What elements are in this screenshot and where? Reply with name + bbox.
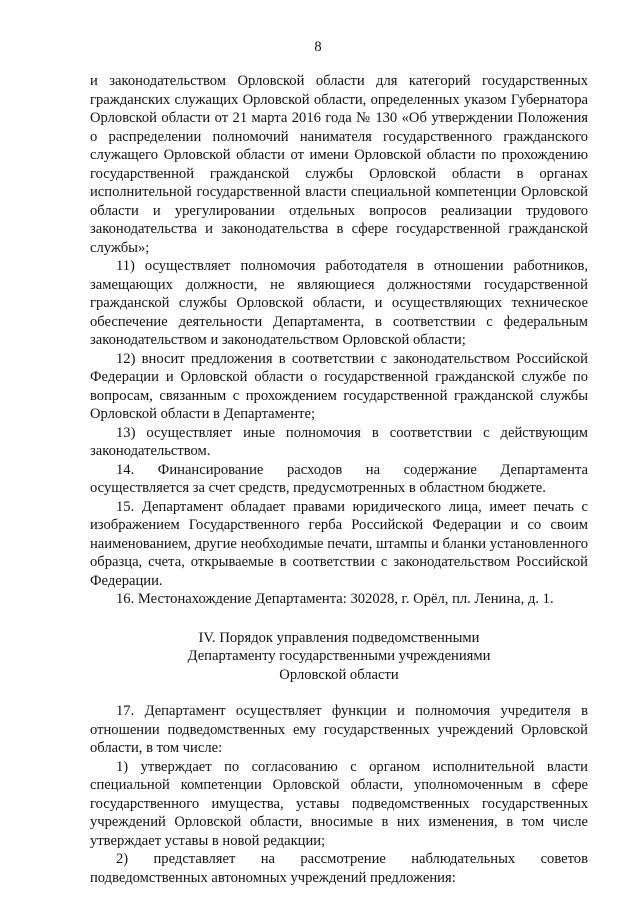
paragraph-15: 15. Департамент обладает правами юридического лица, имеет печать с изображением Государственного герба Российской Федерации и со своим наименованием, другие необходимые печати, штампы и бланки установленного образца, счета, открываемые в соответствии с законодательством Российской Федерации. xyxy=(90,498,588,589)
paragraph-item-13: 13) осуществляет иные полномочия в соответствии с действующим законодательством. xyxy=(90,424,588,459)
paragraph-item-11: 11) осуществляет полномочия работодателя в отношении работников, замещающих должности, не являющиеся должностями государственной гражданской службы Орловской области, и осуществляющих техническое обеспечение деятельности Департамента, в соответствии с федеральным законодательством и законодательством Орловской области; xyxy=(90,258,588,348)
paragraph-item-12: 12) вносит предложения в соответствии с законодательством Российской Федерации и Орловской области о государственной гражданской службе по вопросам, связанным с прохождением государственной гражданской службы Орловской области в Департаменте; xyxy=(90,350,588,422)
section-heading-line-3: Орловской области xyxy=(279,666,399,683)
paragraph-continuation: и законодательством Орловской области для категорий государственных гражданских служащих Орловской области, определенных указом Губернатора Орловской области от 21 марта 2016 года № 130 «Об утверждении Положения о распределении полномочий нанимателя государственного гражданского служащего Орловской области от имени Орловской области по прохождению государственной гражданской службы Орловской области в органах исполнительной государственной власти специальной компетенции Орловской области и урегулировании отдельных вопросов реализации трудового законодательства и законодательства в сфере государственной гражданской службы»; xyxy=(90,73,588,256)
paragraph-16: 16. Местонахождение Департамента: 302028, г. Орёл, пл. Ленина, д. 1. xyxy=(116,591,554,607)
paragraph-17-item-1: 1) утверждает по согласованию с органом исполнительной власти специальной компетенции Орловской области, уполномоченным в сфере государственного имущества, уставы подведомственных государственных учреждений Орловской области, вносимые в них изменения, в том числе утверждает уставы в новой редакции; xyxy=(90,758,588,849)
section-heading-line-1: IV. Порядок управления подведомственными xyxy=(198,629,480,646)
paragraph-14: 14. Финансирование расходов на содержание Департамента осуществляется за счет средств, предусмотренных в областном бюджете. xyxy=(90,461,588,496)
section-heading-line-2: Департаменту государственными учреждениями xyxy=(187,648,491,664)
document-body xyxy=(90,72,588,887)
paragraph-17-item-2: 2) представляет на рассмотрение наблюдательных советов подведомственных автономных учреждений предложения: xyxy=(90,851,588,886)
section-heading xyxy=(90,629,588,685)
paragraph-17: 17. Департамент осуществляет функции и полномочия учредителя в отношении подведомственных ему государственных учреждений Орловской области, в том числе: xyxy=(90,703,588,756)
page-number: 8 xyxy=(314,39,322,55)
